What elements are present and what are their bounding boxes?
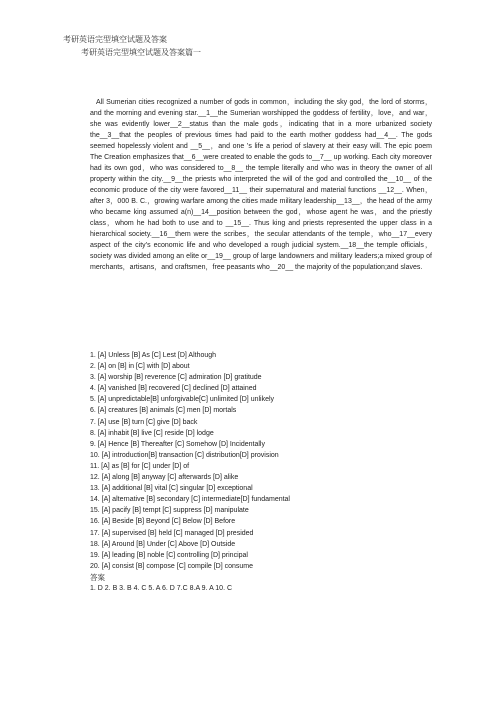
answer-line: 1. D 2. B 3. B 4. C 5. A 6. D 7.C 8.A 9. A 10. C xyxy=(90,584,233,592)
option-row: 4. [A] vanished [B] recovered [C] declined [D] attained xyxy=(90,385,257,393)
option-row: 16. [A] Beside [B] Beyond [C] Below [D] Before xyxy=(90,518,236,526)
option-row: 2. [A] on [B] in [C] with [D] about xyxy=(90,363,190,371)
option-row: 10. [A] introduction[B] transaction [C] distribution[D] provision xyxy=(90,451,279,459)
option-row: 8. [A] inhabit [B] live [C] reside [D] lodge xyxy=(90,429,214,437)
option-row: 13. [A] additional [B] vital [C] singular [D] exceptional xyxy=(90,485,253,493)
document-title: 考研英语完型填空试题及答案 xyxy=(63,35,167,44)
document-subtitle: 考研英语完型填空试题及答案篇一 xyxy=(81,48,201,57)
answer-heading: 答案 xyxy=(90,572,105,582)
option-row: 18. [A] Around [B] Under [C] Above [D] Outside xyxy=(90,540,236,548)
option-row: 15. [A] pacify [B] tempt [C] suppress [D] manipulate xyxy=(90,507,249,515)
option-row: 11. [A] as [B] for [C] under [D] of xyxy=(90,462,190,470)
option-row: 5. [A] unpredictable[B] unforgivable[C] unlimited [D] unlikely xyxy=(90,396,275,404)
option-row: 9. [A] Hence [B] Thereafter [C] Somehow [D] Incidentally xyxy=(90,440,265,448)
option-row: 17. [A] supervised [B] held [C] managed [D] presided xyxy=(90,529,254,537)
option-row: 6. [A] creatures [B] animals [C] men [D] mortals xyxy=(90,407,237,415)
option-row: 3. [A] worship [B] reverence [C] admiration [D] gratitude xyxy=(90,374,262,382)
passage xyxy=(90,97,432,273)
option-row: 14. [A] alternative [B] secondary [C] intermediate[D] fundamental xyxy=(90,496,290,504)
option-row: 19. [A] leading [B] noble [C] controlling [D] principal xyxy=(90,551,248,559)
passage-paragraph: All Sumerian cities recognized a number of gods in common，including the sky god，the lord of storms，and the morning and evening star.__1__the Sumerian worshipped the goddess of fertility，love，and war，she was evidently lower__2__status than the male gods，indicating that in a more urbanized society the__3__that the peoples of previous times had paid to the earth mother goddess had__4__. The gods seemed hopelessly violent and __5__，and one ’s life a period of slavery at their easy will. The epic poem The Creation emphasizes that__6__were created to enable the gods to__7__ up working. Each city moreover had its own god，who was considered to__8__ the temple literally and who was in theory the owner of all property within the city.__9__the priests who interpreted the will of the god and controlled the__10__ of the economic produce of the city were favored__11__ their supernatural and material functions __12__. When，after 3，000 B. C.，growing warfare among the cities made military leadership__13__，the head of the army who became king assumed a(n)__14__position between the god，whose agent he was，and the priestly class，whom he had both to use and to __15__. Thus king and priests represented the upper class in a hierarchical society.__16__them were the scribes，the secular attendants of the temple，who__17__every aspect of the city’s economic life and who developed a rough judicial system.__18__the temple officials，society was divided among an elite or__19__ group of large landowners and military leaders;a mixed group of merchants，artisans，and craftsmen，free peasants who__20__ the majority of the population;and slaves. xyxy=(90,99,432,271)
option-row: 1. [A] Unless [B] As [C] Lest [D] Although xyxy=(90,352,217,359)
options-list xyxy=(90,350,430,594)
option-row: 12. [A] along [B] anyway [C] afterwards [D] alike xyxy=(90,474,239,482)
option-row: 20. [A] consist [B] compose [C] compile [D] consume xyxy=(90,562,254,570)
option-row: 7. [A] use [B] turn [C] give [D] back xyxy=(90,418,198,426)
